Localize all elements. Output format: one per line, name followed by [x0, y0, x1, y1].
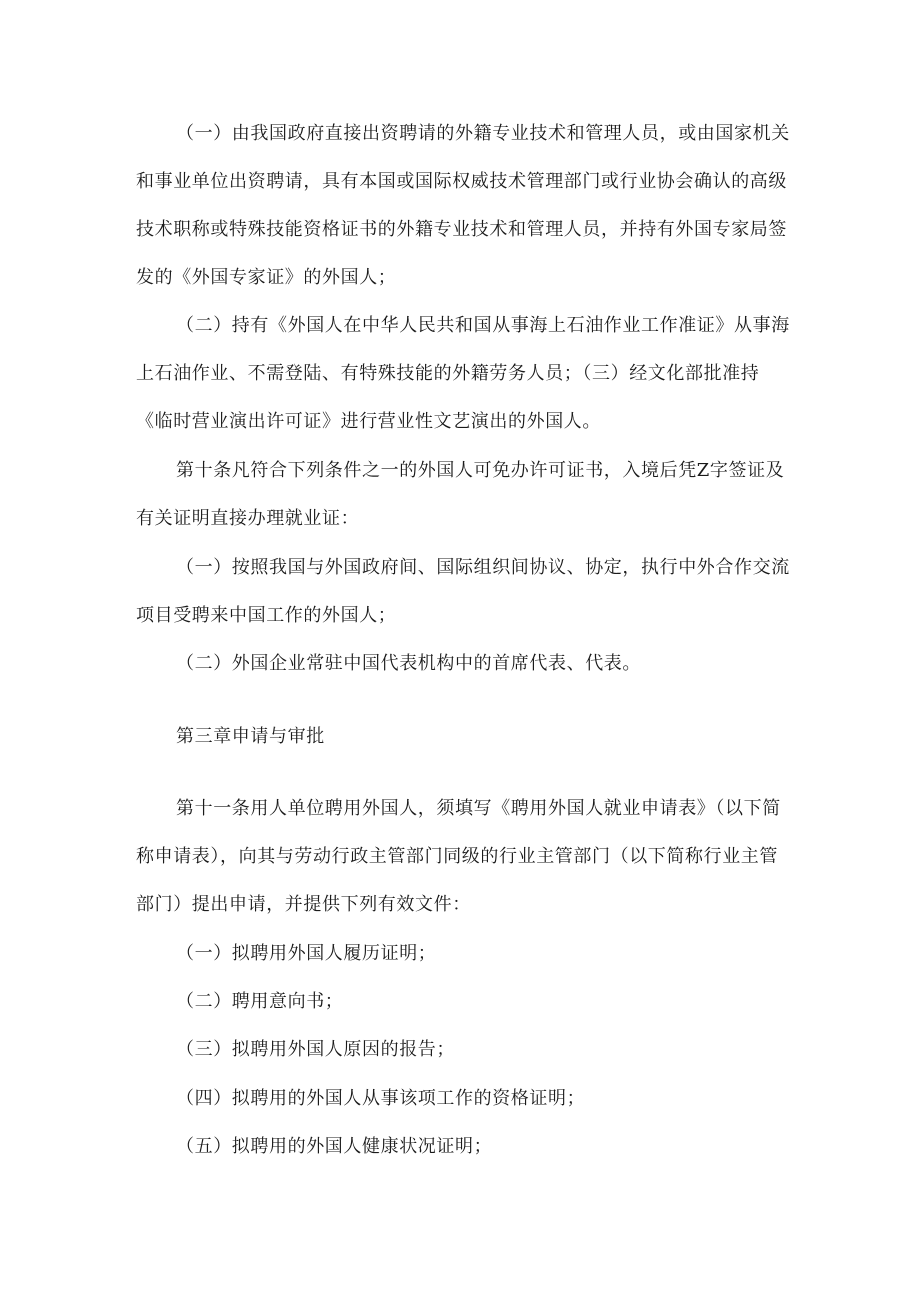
article-11-line: 第十一条用人单位聘用外国人，须填写《聘用外国人就业申请表》（以下简 — [176, 798, 781, 819]
paragraph-line: （二）持有《外国人在中华人民共和国从事海上石油作业工作准证》从事海 — [176, 315, 790, 336]
article-10-line: 有关证明直接办理就业证： — [136, 508, 360, 529]
paragraph-line: 上石油作业、不需登陆、有特殊技能的外籍劳务人员；（三）经文化部批准持 — [136, 363, 760, 384]
paragraph-line: 项目受聘来中国工作的外国人； — [136, 605, 397, 626]
list-item: （四）拟聘用的外国人从事该项工作的资格证明； — [176, 1088, 586, 1109]
paragraph-line: （一）按照我国与外国政府间、国际组织间协议、协定，执行中外合作交流 — [176, 557, 790, 578]
article-10-line: 第十条凡符合下列条件之一的外国人可免办许可证书，入境后凭Z字签证及 — [176, 460, 785, 481]
paragraph-line: 和事业单位出资聘请，具有本国或国际权威技术管理部门或行业协会确认的高级 — [136, 171, 787, 192]
chapter-heading: 第三章申请与审批 — [176, 726, 325, 747]
paragraph-line: 发的《外国专家证》的外国人； — [136, 267, 397, 288]
article-11-line: 部门）提出申请，并提供下列有效文件： — [136, 894, 471, 915]
list-item: （三）拟聘用外国人原因的报告； — [176, 1039, 455, 1060]
paragraph-line: （一）由我国政府直接出资聘请的外籍专业技术和管理人员，或由国家机关 — [176, 123, 790, 144]
paragraph-line: （二）外国企业常驻中国代表机构中的首席代表、代表。 — [176, 653, 641, 674]
list-item: （五）拟聘用的外国人健康状况证明； — [176, 1136, 493, 1157]
article-11-line: 称申请表），向其与劳动行政主管部门同级的行业主管部门（以下简称行业主管 — [136, 846, 778, 867]
list-item: （一）拟聘用外国人履历证明； — [176, 943, 437, 964]
list-item: （二）聘用意向书； — [176, 991, 344, 1012]
paragraph-line: 《临时营业演出许可证》进行营业性文艺演出的外国人。 — [136, 411, 601, 432]
paragraph-line: 技术职称或特殊技能资格证书的外籍专业技术和管理人员，并持有外国专家局签 — [136, 219, 787, 240]
